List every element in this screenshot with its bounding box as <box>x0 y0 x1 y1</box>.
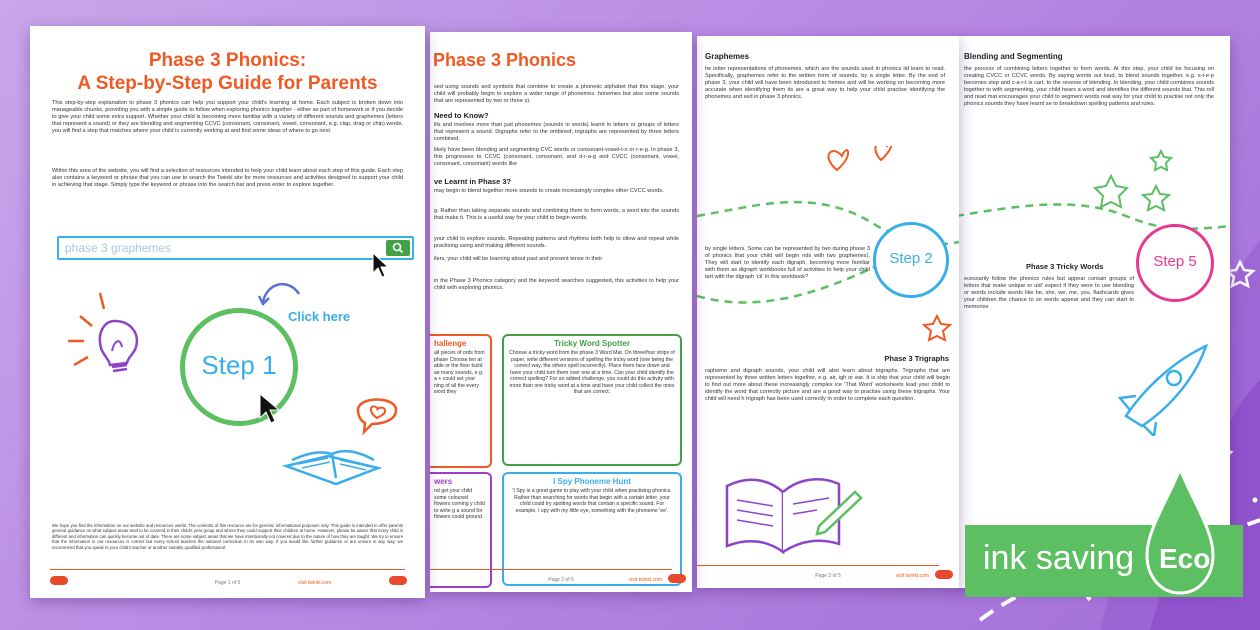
page-3-footer <box>697 573 959 583</box>
paragraph-tense: ilers, your child will be learning about past and present tense in their <box>434 256 603 262</box>
pointer-icon <box>256 390 286 430</box>
paragraph-graphemes: he letter representations of phonemes, which are the sounds used in phonics ild learn to read. Specifically, graphemes refer to the written form of sounds. by a single letter. By the end of phase 3, your child will have been introduced to hemes and will be working on becoming more accurate when identifying them its are a great way to help your child practise identifying the phonemes and sed in phase 3 phonics. <box>705 66 945 100</box>
paragraph-blend: may begin to blend together more sounds to create increasingly complex other CVCC words. <box>434 188 664 194</box>
page-title-line-1: Phase 3 Phonics: <box>148 50 307 71</box>
page-2-number: Page 2 of 5 <box>548 577 574 583</box>
i-spy-title: I Spy Phoneme Hunt <box>553 477 631 486</box>
eco-leaf-icon <box>1145 465 1215 595</box>
page-2-logo <box>668 574 686 583</box>
page-1-footer <box>30 580 425 590</box>
paragraph-trigraphs: rapheme and digraph sounds, your child will also learn about trigraphs. Trigraphs that are represented by three written letters together, e.g. air, igh or ear. It is ship that your child will begin to find out more about these increasingly complex ice 'That Word' worksheets lead your child to identify the word that correctly picture and are a good way to practise using these trigraphs. Your child will need h trigraph has been used correctly in order to complete each question. <box>705 368 950 402</box>
paragraph-segment: g. Rather than taking separate sounds and combining them to form words, a word into the sounds that make it. This is a useful way for your child to begin words. <box>434 208 679 221</box>
flowers-text: nd get your child some coloured flowers coming y child to write g a sound for flowers could ground. <box>434 488 485 520</box>
tricky-word-box <box>502 334 682 466</box>
cursor-icon <box>370 251 392 281</box>
step-2-label: Step 2 <box>889 250 933 267</box>
paragraph-patterns: your child to explore sounds. Repeating patterns and rhythms both help to ollow and repeat while practising using and making different sounds. <box>434 236 679 249</box>
page-2 <box>430 32 692 592</box>
step-5-label: Step 5 <box>1153 253 1197 270</box>
heading-trigraphs: Phase 3 Trigraphs <box>884 354 949 363</box>
paragraph-digraphs: by single letters. Some can be represented by two during phase 3 of phonics that your child will begin nds with two graphemes). They will start to identify each digraph, becoming more familiar with them as digraph workbooks full of activities to help your child tart with the digraph 'ck' in this workbook? <box>705 246 870 280</box>
arrow-icon <box>255 276 305 306</box>
page-2-footer-rule <box>430 569 672 570</box>
page-3-number: Page 3 of 5 <box>815 573 841 579</box>
heading-learnt: ve Learnt in Phase 3? <box>434 177 512 186</box>
tricky-word-text: Choose a tricky word from the phase 3 Word Mat. On three/four strips of paper, write different versions of spelling the tricky word (one being the correct way, the others spelt incorrectly). Place them face down and have your child turn them over one at a time. Can your child identify the correct spelling? For an added challenge, you could do this activity with more than one tricky word at a time and have your child collect the ones that are correct. <box>509 350 675 395</box>
heading-graphemes: Graphemes <box>705 52 750 61</box>
twinkl-url[interactable]: visit twinkl.com <box>298 580 332 586</box>
challenge-text: all pieces of ords from phase Choose ten at able or the floor build as many sounds, e.g. a + could set your ning of all the every word they <box>434 350 485 395</box>
paragraph-cvc: likely have been blending and segmenting CVC words or consonant-vowel-t-n or r-e-g. In phase 3, this progresses to CCVC (consonant, consonant, and d-r-a-g and CVCC (consonant, vowel, consonant, consonant) words like <box>434 147 679 167</box>
resources-paragraph: Within this area of the website, you will find a selection of resources intended to help your child learn about each step of this guide. Each step also contains a keyword or phrase that you can use to search the Twinkl site for more resources and activities designed to support your child in achieving that stage. Simply type the keyword or phrase into the search bar and press enter to explore together. <box>52 168 403 188</box>
twinkl-logo-right <box>389 576 407 585</box>
i-spy-text: 'I Spy is a great game to play with your child when practising phonics. Rather than searching for words that begin with a certain letter, your child could try spotting words that contain a specific sound. For example, I spy with my little eye, something with the phoneme 'ee'. <box>512 488 672 514</box>
book-and-pencil-icon <box>717 456 867 566</box>
ink-saving-eco-badge <box>965 525 1243 597</box>
eco-label: Eco <box>1159 543 1211 574</box>
flowers-title: wers <box>434 477 453 486</box>
page-title-line-2: A Step-by-Step Guide for Parents <box>77 73 378 94</box>
ink-saving-label: ink saving <box>983 539 1135 577</box>
search-input[interactable]: phase 3 graphemes <box>65 241 172 255</box>
challenge-title: hallenge <box>434 339 467 348</box>
heading-tricky-words: Phase 3 Tricky Words <box>1026 262 1104 271</box>
search-bar[interactable] <box>57 236 414 260</box>
page-number: Page 1 of 5 <box>214 580 241 586</box>
page-3 <box>697 36 959 588</box>
page-2-intro: sed using sounds and symbols that combine to create a phonetic alphabet that this stage, your child will probably begin to explore a wider range of phonemes. honemes but also some sounds that are represented by two or three s). <box>434 84 679 104</box>
intro-paragraph: This step-by-step explanation to phase 3 phonics can help you support your child's learning at home. Each subject is broken down into manageable chunks, providing you with a simple guide to follow when exploring phonics together - either as part of homework or if you decide to give your child some extra support. Whether your child is becoming more familiar with a variety of different sounds and graphemes (letters that represent a sound) or they are blending and segmenting CCVC (consonant, consonant, vowel, consonant, e.g. clap, drag or chip) words, you will find a step that matches where your child is currently working at and find some ideas of where to go next. <box>52 100 403 134</box>
page-2-footer <box>430 577 692 587</box>
footer-rule <box>50 569 405 570</box>
page-1 <box>30 26 425 598</box>
click-here-label: Click here <box>288 309 351 324</box>
heading-need-to-know: Need to Know? <box>434 111 489 120</box>
paragraph-blending: the process of combining letters together to form words. At this step, your child be focusing on creating CVCC or CCVC words. By saying words out loud, to blend sounds together, e.g. s-t-e-p becomes step and c-a-r-t is cart. to the reverse of blending. In blending, your child combines sounds together to with segmenting, your child hears a word and identifies the different sounds that. This roll and read mat encourages your child to segment words reat way for your child to practise not only the phonics sounds they have learnt se to breakdown spelling patterns and rules. <box>964 66 1214 107</box>
step-5-circle[interactable] <box>1136 224 1214 302</box>
heading-blending: Blending and Segmenting <box>964 52 1063 61</box>
paragraph-tricky-words: ecessarily follow the phonics rules but appear contain groups of letters that make unique or uld' expect if they were to use blending or words include words like he, she, we, me, you, flashcards gives your children the chance to se words appear and they can start to memorise <box>964 276 1134 310</box>
paragraph-skills: ills and involves more than just phonemes (sounds in words) learnt in letters or groups of letters that represent a sound. Digraphs refer to the ombined; trigraphs are represented by three letters combined. <box>434 122 679 142</box>
page-3-logo <box>935 570 953 579</box>
open-book-icon <box>278 426 388 496</box>
step-2-circle[interactable] <box>873 222 949 298</box>
challenge-box <box>430 334 492 468</box>
step-1-label: Step 1 <box>201 350 277 380</box>
page-2-title: Phase 3 Phonics <box>433 50 577 70</box>
lightbulb-icon <box>60 281 160 381</box>
tricky-word-title: Tricky Word Spotter <box>554 339 630 348</box>
disclaimer: We hope you find the information on our website and resources useful. The contents of this resource are for general, informational purposes only. This guide is intended to offer parents general guidance on what subject areas tend to be covered in their child's year group and where they could support their children at home. However, please be aware that every child is different and information can quickly become out of date. There are some subject areas that we have intentionally not covered due to the nature of how they are taught. We try to ensure that the information in our resources is correct but every school teaches the national curriculum in its own way. If you would like further guidance or are unsure in any way, we recommend that you speak to your child's teacher or another suitably qualified professional. <box>52 523 403 550</box>
page-3-url[interactable]: visit twinkl.com <box>895 573 929 579</box>
flowers-box <box>430 472 492 588</box>
paragraph-category: in the Phase 3 Phonics category and the keyword searches suggested, this activities to help your child with exploring phonics. <box>434 278 679 291</box>
page-2-url[interactable]: visit twinkl.com <box>628 577 662 583</box>
rocket-icon <box>1106 326 1216 436</box>
page-3-footer-rule <box>697 565 939 566</box>
